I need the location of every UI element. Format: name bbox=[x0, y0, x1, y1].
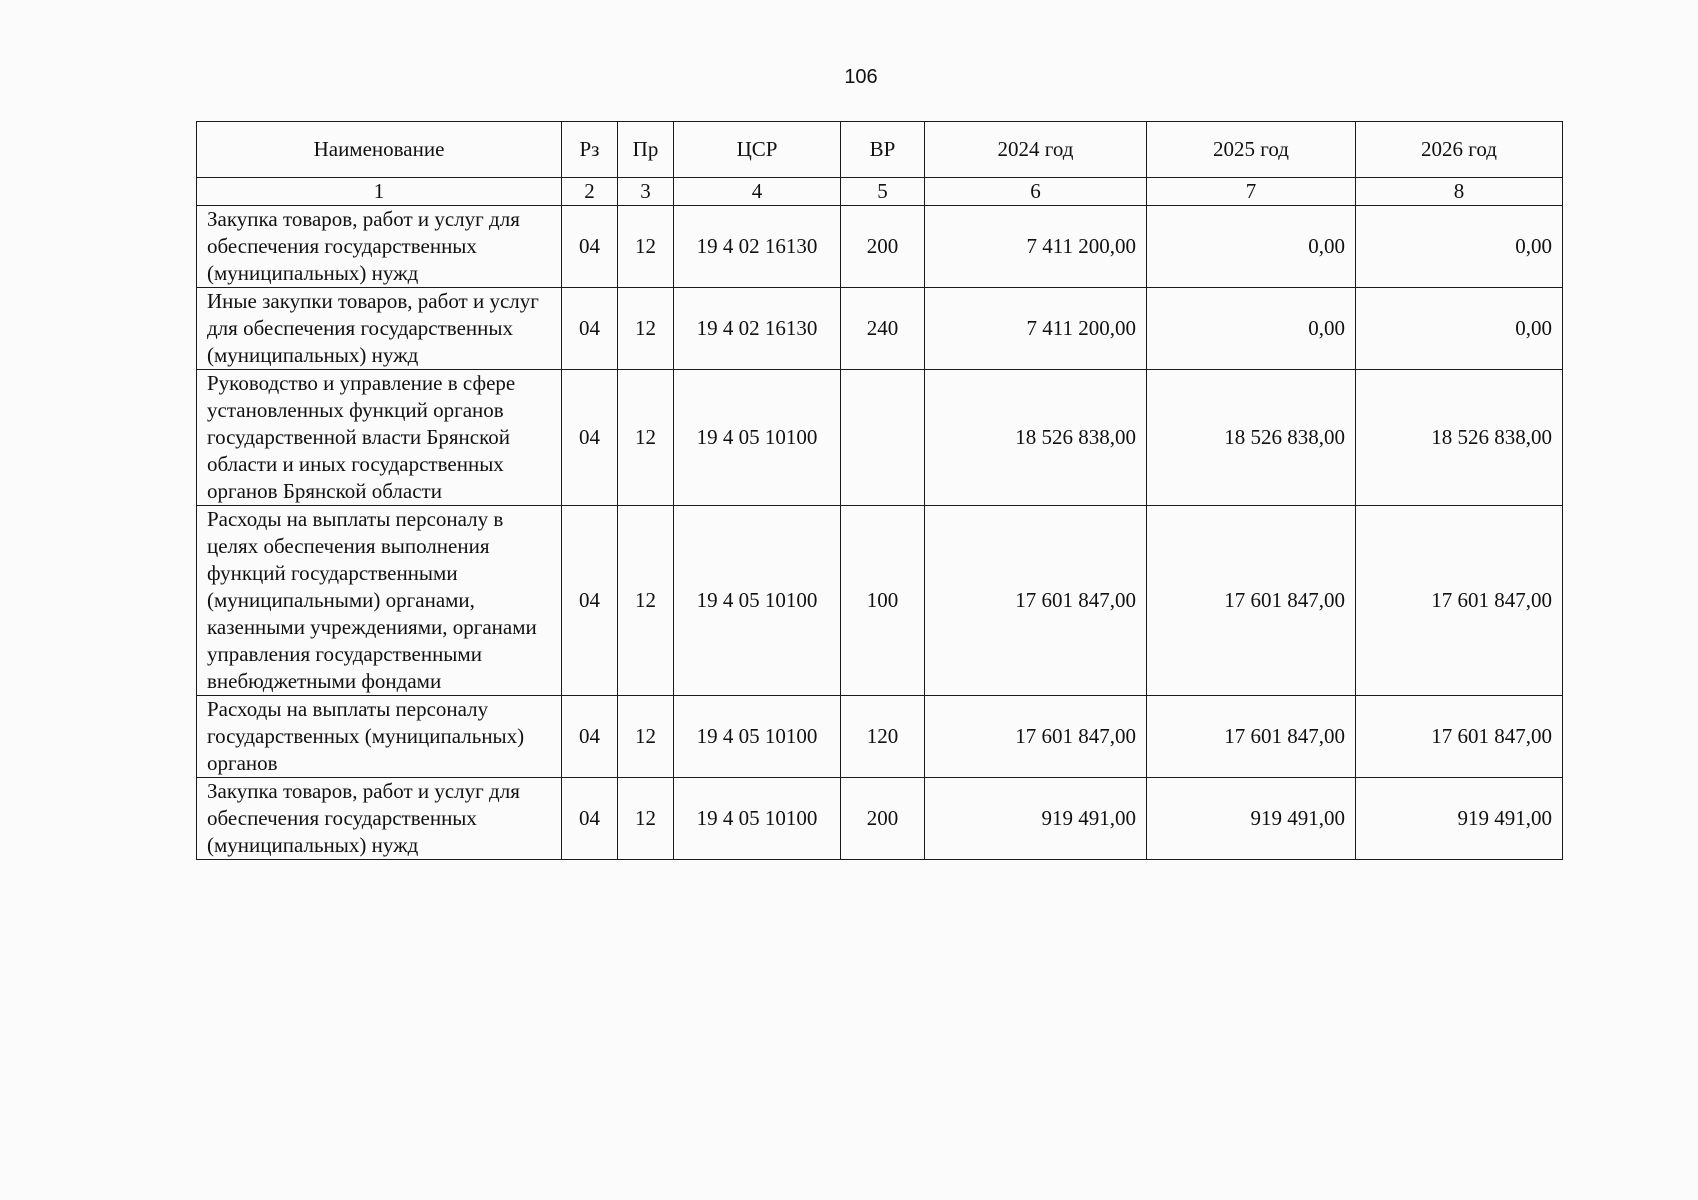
table-row bbox=[197, 288, 1563, 370]
row-amount-2025: 0,00 bbox=[1147, 206, 1356, 288]
row-amount-2024: 17 601 847,00 bbox=[925, 696, 1147, 778]
row-amount-2026: 18 526 838,00 bbox=[1356, 370, 1563, 506]
row-name: Расходы на выплаты персоналу государственных (муниципальных) органов bbox=[197, 696, 562, 778]
row-rz: 04 bbox=[562, 206, 618, 288]
row-amount-2025: 0,00 bbox=[1147, 288, 1356, 370]
row-csr: 19 4 05 10100 bbox=[674, 778, 841, 860]
row-amount-2025: 17 601 847,00 bbox=[1147, 506, 1356, 696]
row-vr: 240 bbox=[841, 288, 925, 370]
header-cell-vr: ВР bbox=[841, 122, 925, 178]
row-amount-2024: 919 491,00 bbox=[925, 778, 1147, 860]
row-vr: 100 bbox=[841, 506, 925, 696]
row-csr: 19 4 05 10100 bbox=[674, 370, 841, 506]
row-csr: 19 4 02 16130 bbox=[674, 288, 841, 370]
header-cell-pr: Пр bbox=[618, 122, 674, 178]
row-amount-2026: 17 601 847,00 bbox=[1356, 696, 1563, 778]
column-number: 2 bbox=[562, 178, 618, 206]
row-amount-2026: 919 491,00 bbox=[1356, 778, 1563, 860]
page-number: 106 bbox=[844, 66, 878, 88]
header-cell-rz: Рз bbox=[562, 122, 618, 178]
row-amount-2026: 17 601 847,00 bbox=[1356, 506, 1563, 696]
column-number: 4 bbox=[674, 178, 841, 206]
table-row bbox=[197, 206, 1563, 288]
row-amount-2025: 17 601 847,00 bbox=[1147, 696, 1356, 778]
row-pr: 12 bbox=[618, 696, 674, 778]
row-vr: 200 bbox=[841, 778, 925, 860]
row-pr: 12 bbox=[618, 778, 674, 860]
table-row bbox=[197, 506, 1563, 696]
table-row bbox=[197, 778, 1563, 860]
row-rz: 04 bbox=[562, 778, 618, 860]
row-rz: 04 bbox=[562, 696, 618, 778]
column-number: 5 bbox=[841, 178, 925, 206]
row-name: Руководство и управление в сфере установленных функций органов государственной власти Брянской области и иных государственных органов Брянской области bbox=[197, 370, 562, 506]
row-pr: 12 bbox=[618, 206, 674, 288]
header-row bbox=[197, 122, 1563, 178]
row-name: Закупка товаров, работ и услуг для обеспечения государственных (муниципальных) нужд bbox=[197, 778, 562, 860]
row-csr: 19 4 05 10100 bbox=[674, 506, 841, 696]
row-vr bbox=[841, 370, 925, 506]
row-pr: 12 bbox=[618, 370, 674, 506]
row-csr: 19 4 02 16130 bbox=[674, 206, 841, 288]
row-amount-2024: 18 526 838,00 bbox=[925, 370, 1147, 506]
row-pr: 12 bbox=[618, 288, 674, 370]
row-amount-2025: 919 491,00 bbox=[1147, 778, 1356, 860]
header-cell-2024: 2024 год bbox=[925, 122, 1147, 178]
column-number: 7 bbox=[1147, 178, 1356, 206]
row-vr: 120 bbox=[841, 696, 925, 778]
budget-table bbox=[196, 121, 1563, 860]
column-number-row bbox=[197, 178, 1563, 206]
column-number: 1 bbox=[197, 178, 562, 206]
row-amount-2026: 0,00 bbox=[1356, 206, 1563, 288]
column-number: 6 bbox=[925, 178, 1147, 206]
header-cell-name: Наименование bbox=[197, 122, 562, 178]
table-row bbox=[197, 696, 1563, 778]
row-pr: 12 bbox=[618, 506, 674, 696]
row-rz: 04 bbox=[562, 506, 618, 696]
row-amount-2024: 7 411 200,00 bbox=[925, 288, 1147, 370]
header-cell-2025: 2025 год bbox=[1147, 122, 1356, 178]
row-name: Закупка товаров, работ и услуг для обеспечения государственных (муниципальных) нужд bbox=[197, 206, 562, 288]
row-amount-2026: 0,00 bbox=[1356, 288, 1563, 370]
row-vr: 200 bbox=[841, 206, 925, 288]
header-cell-csr: ЦСР bbox=[674, 122, 841, 178]
row-amount-2024: 7 411 200,00 bbox=[925, 206, 1147, 288]
row-amount-2024: 17 601 847,00 bbox=[925, 506, 1147, 696]
row-amount-2025: 18 526 838,00 bbox=[1147, 370, 1356, 506]
row-name: Иные закупки товаров, работ и услуг для обеспечения государственных (муниципальных) нужд bbox=[197, 288, 562, 370]
header-cell-2026: 2026 год bbox=[1356, 122, 1563, 178]
row-name: Расходы на выплаты персоналу в целях обеспечения выполнения функций государственными (муниципальными) органами, казенными учреждениями, органами управления государственными внебюджетными фондами bbox=[197, 506, 562, 696]
row-rz: 04 bbox=[562, 288, 618, 370]
column-number: 8 bbox=[1356, 178, 1563, 206]
column-number: 3 bbox=[618, 178, 674, 206]
row-csr: 19 4 05 10100 bbox=[674, 696, 841, 778]
row-rz: 04 bbox=[562, 370, 618, 506]
table-row bbox=[197, 370, 1563, 506]
